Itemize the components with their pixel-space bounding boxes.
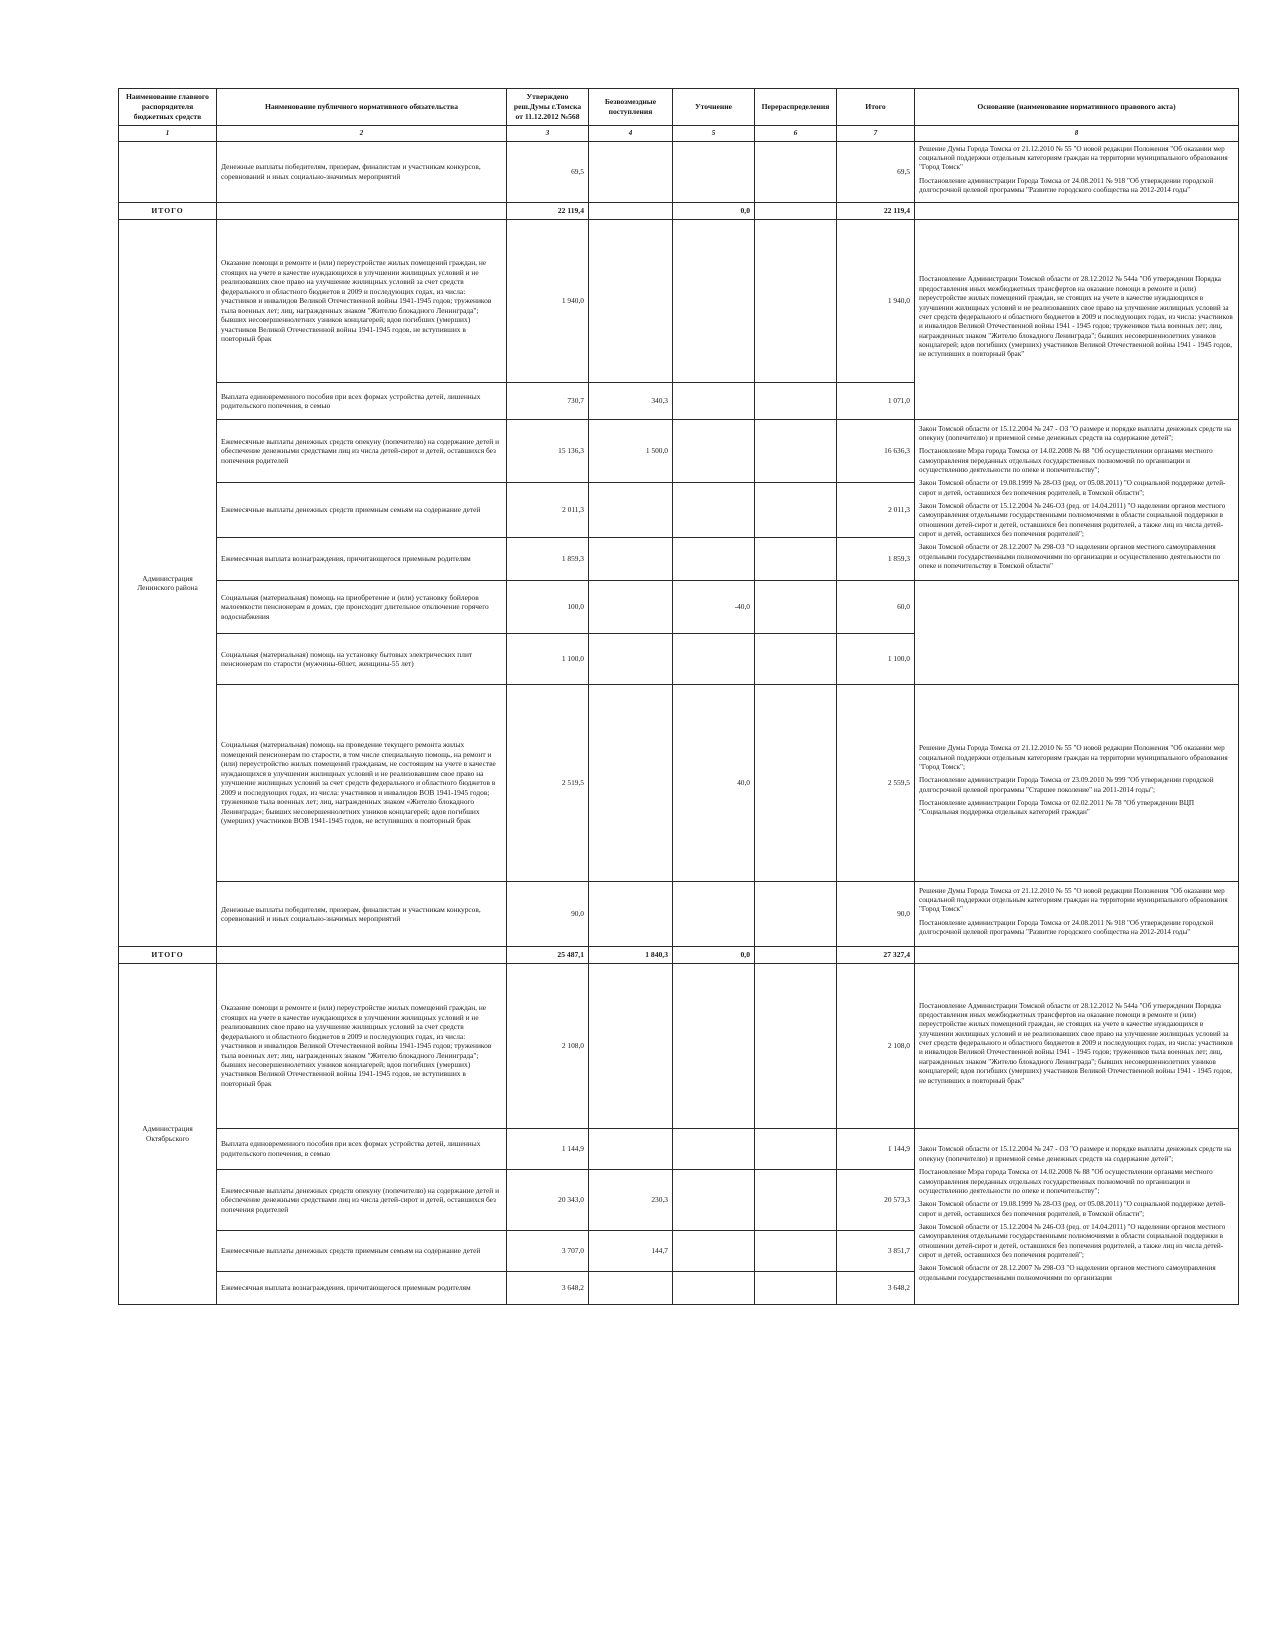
row-approved: 100,0: [507, 581, 589, 634]
row-total: 16 636,3: [837, 420, 915, 483]
row-approved: 1 859,3: [507, 538, 589, 581]
basis-paragraph: Закон Томской области от 15.12.2004 № 247 - ОЗ "О размере и порядке выплаты денежных средств на опекуну (попечителю) и приемной семье денежных средств на содержание детей";: [919, 424, 1232, 442]
basis-paragraph: Постановление Мэра города Томска от 14.02.2008 № 88 "Об осуществлении органами местного самоуправления переданных отдельных государственных полномочий по организации и осуществлению деятельности по опеке и попечительству";: [919, 447, 1213, 474]
basis-paragraph: Постановление Мэра города Томска от 14.02.2008 № 88 "Об осуществлении органами местного самоуправления переданных отдельных государственных полномочий по организации и осуществлению деятельности по опеке и попечительству";: [919, 1168, 1213, 1195]
total-row: [119, 947, 1239, 964]
row-redistribution: [755, 1169, 837, 1230]
colnum-6: 6: [755, 125, 837, 141]
row-obligation: Ежемесячные выплаты денежных средств опекуну (попечителю) на содержание детей и обеспечение денежными средствами лиц из числа детей-сирот и детей, оставшихся без попечения родителей: [217, 420, 507, 483]
row-gratuitous: 144,7: [589, 1230, 673, 1271]
row-gratuitous: 230,3: [589, 1169, 673, 1230]
basis-paragraph: Закон Томской области от 15.12.2004 № 246-ОЗ (ред. от 14.04.2011) "О наделении органов местного самоуправления отдельными государственными полномочиями в области социальной поддержки в отношении детей-сирот и детей, оставшихся без попечения родителей, а также лиц из числа детей-сирот и детей, оставшихся без попечения родителей";: [919, 502, 1226, 539]
row-obligation: Денежные выплаты победителям, призерам, финалистам и участникам конкурсов, соревнований и иных социально-значимых мероприятий: [217, 882, 507, 947]
basis-paragraph: Постановление администрации Города Томска от 24.08.2011 № 918 "Об утверждении городской долгосрочной целевой программы "Развитие городского сообщества на 2012-2014 годы": [919, 918, 1214, 937]
row-adjustment: [673, 538, 755, 581]
row-total: 1 940,0: [837, 220, 915, 383]
row-redistribution: [755, 963, 837, 1128]
row-adjustment: 40,0: [673, 685, 755, 882]
row-obligation: Социальная (материальная) помощь на установку бытовых электрических плит пенсионерам по старости (мужчины-60лет, женщины-55 лет): [217, 634, 507, 685]
row-obligation: Денежные выплаты победителям, призерам, финалистам и участникам конкурсов, соревнований и иных социально-значимых мероприятий: [217, 141, 507, 203]
row-basis: [915, 685, 1239, 882]
row-redistribution: [755, 538, 837, 581]
row-owner-oktyabrsky: [119, 963, 217, 1304]
basis-paragraph: Закон Томской области от 19.08.1999 № 28-ОЗ (ред. от 05.08.2011) "О социальной поддержке детей-сирот и детей, оставшихся без попечения родителей, в Томской области";: [919, 1200, 1226, 1218]
colnum-2: 2: [217, 125, 507, 141]
row-basis-empty: [915, 581, 1239, 685]
row-basis: [915, 141, 1239, 203]
header-basis: Основание (наименование нормативного правового акта): [915, 89, 1239, 126]
row-total: 69,5: [837, 141, 915, 203]
row-adjustment: [673, 141, 755, 203]
row-approved: 90,0: [507, 882, 589, 947]
colnum-3: 3: [507, 125, 589, 141]
colnum-4: 4: [589, 125, 673, 141]
table-row: [119, 141, 1239, 203]
row-total: 60,0: [837, 581, 915, 634]
table-row: [119, 685, 1239, 882]
header-total: Итого: [837, 89, 915, 126]
basis-paragraph: Постановление Администрации Томской области от 28.12.2012 № 544а "Об утверждении Порядка предоставления иных межбюджетных трансфертов на оказание помощи в ремонте и (или) переустройстве жилых помещений граждан, не стоящих на учете в качестве нуждающихся в улучшении жилищных условий и не реализовавших свое право на улучшение жилищных условий за счет средств федерального и областного бюджетов в 2009 и последующих годах, из числа: участников и инвалидов Великой Отечественной войны 1941 - 1945 годов; тружеников тыла военных лет; лиц, награжденных знаком "Жителю блокадного Ленинграда"; бывших несовершеннолетних узников концлагерей; вдов погибших (умерших) участников Великой Отечественной войны 1941 - 1945 годов, не вступивших в повторный брак": [919, 275, 1233, 359]
row-owner: [119, 141, 217, 203]
row-adjustment: [673, 1169, 755, 1230]
row-obligation: Выплата единовременного пособия при всех формах устройства детей, лишенных родительского попечения, в семью: [217, 383, 507, 420]
row-approved: 2 011,3: [507, 483, 589, 538]
basis-paragraph: Закон Томской области от 15.12.2004 № 246-ОЗ (ред. от 14.04.2011) "О наделении органов местного самоуправления отдельными государственными полномочиями в области социальной поддержки в отношении детей-сирот и детей, оставшихся без попечения родителей, а также лиц из числа детей-сирот и детей, оставшихся без попечения родителей";: [919, 1222, 1226, 1260]
row-gratuitous: [589, 1128, 673, 1169]
basis-paragraph: Закон Томской области от 15.12.2004 № 247 - ОЗ "О размере и порядке выплаты денежных средств на опекуну (попечителю) и приемной семье денежных средств на содержание детей";: [919, 1145, 1232, 1163]
row-obligation: Выплата единовременного пособия при всех формах устройства детей, лишенных родительского попечения, в семью: [217, 1128, 507, 1169]
row-total: 2 011,3: [837, 483, 915, 538]
row-approved: 730,7: [507, 383, 589, 420]
colnum-7: 7: [837, 125, 915, 141]
total-redistribution: [755, 947, 837, 964]
row-total: 1 144,9: [837, 1128, 915, 1169]
total-sum: 22 119,4: [837, 203, 915, 220]
row-total: 1 100,0: [837, 634, 915, 685]
header-adjustment: Уточнение: [673, 89, 755, 126]
row-approved: 15 136,3: [507, 420, 589, 483]
row-adjustment: [673, 220, 755, 383]
header-approved: Утверждено реш.Думы г.Томска от 11.12.2012 №568: [507, 89, 589, 126]
total-adjustment: 0,0: [673, 203, 755, 220]
basis-paragraph: Решение Думы Города Томска от 21.12.2010 № 55 "О новой редакции Положения "Об оказании мер социальной поддержки отдельным категориям граждан на территории муниципального образования "Город Томск";: [919, 744, 1228, 771]
table-row: [119, 581, 1239, 634]
row-obligation: Ежемесячные выплаты денежных средств приемным семьям на содержание детей: [217, 483, 507, 538]
row-basis: [915, 220, 1239, 420]
row-approved: 1 144,9: [507, 1128, 589, 1169]
row-redistribution: [755, 420, 837, 483]
basis-paragraph: Закон Томской области от 28.12.2007 № 298-ОЗ "О наделении органов местного самоуправления отдельными государственными полномочиями по организации и осуществлению деятельности по опеке и попечительству в Томской области": [919, 543, 1221, 571]
row-gratuitous: [589, 685, 673, 882]
row-gratuitous: [589, 220, 673, 383]
row-total: 3 851,7: [837, 1230, 915, 1271]
row-gratuitous: [589, 634, 673, 685]
total-gratuitous: 1 840,3: [589, 947, 673, 964]
total-empty-desc: [217, 947, 507, 964]
total-redistribution: [755, 203, 837, 220]
total-empty-basis: [915, 203, 1239, 220]
colnum-1: 1: [119, 125, 217, 141]
row-redistribution: [755, 685, 837, 882]
row-adjustment: [673, 963, 755, 1128]
row-gratuitous: [589, 963, 673, 1128]
basis-paragraph: Решение Думы Города Томска от 21.12.2010 № 55 "О новой редакции Положения "Об оказании мер социальной поддержки отдельным категориям граждан на территории муниципального образования "Город Томск": [919, 144, 1228, 172]
row-obligation: Ежемесячная выплата вознаграждения, причитающегося приемным родителям: [217, 538, 507, 581]
colnum-8: 8: [915, 125, 1239, 141]
header-obligation: Наименование публичного нормативного обязательства: [217, 89, 507, 126]
row-total: 2 559,5: [837, 685, 915, 882]
total-label: ИТОГО: [119, 947, 217, 964]
basis-paragraph: Постановление Администрации Томской области от 28.12.2012 № 544а "Об утверждении Порядка предоставления иных межбюджетных трансфертов на оказание помощи в ремонте и (или) переустройстве жилых помещений граждан, не стоящих на учете в качестве нуждающихся в улучшении жилищных условий и не реализовавших свое право на улучшение жилищных условий за счет средств федерального и областного бюджетов в 2009 и последующих годах, из числа: участников и инвалидов Великой Отечественной войны 1941 - 1945 годов; тружеников тыла военных лет; лиц, награжденных знаком "Жителю блокадного Ленинграда"; бывших несовершеннолетних узников концлагерей; вдов погибших (умерших) участников Великой Отечественной войны 1941 - 1945 годов, не вступивших в повторный брак": [919, 1001, 1233, 1085]
row-adjustment: -40,0: [673, 581, 755, 634]
table-row: [119, 1128, 1239, 1169]
basis-paragraph: Закон Томской области от 19.08.1999 № 28-ОЗ (ред. от 05.08.2011) "О социальной поддержке детей-сирот и детей, оставшихся без попечения родителей, в Томской области";: [919, 479, 1226, 497]
total-gratuitous: [589, 203, 673, 220]
row-adjustment: [673, 1271, 755, 1304]
row-gratuitous: [589, 882, 673, 947]
row-gratuitous: [589, 1271, 673, 1304]
row-obligation: Социальная (материальная) помощь на приобретение и (или) установку бойлеров малоемкости пенсионерам в домах, где происходит длительное отключение горячего водоснабжения: [217, 581, 507, 634]
basis-paragraph: Постановление администрации Города Томска от 02.02.2011 № 78 "Об утверждении ВЦП "Социальная поддержка отдельных категорий граждан": [919, 799, 1195, 817]
row-obligation: Ежемесячные выплаты денежных средств приемным семьям на содержание детей: [217, 1230, 507, 1271]
table-row: [119, 420, 1239, 483]
row-owner-leninsky: Администрация Ленинского района: [119, 220, 217, 947]
row-basis: [915, 1128, 1239, 1304]
row-redistribution: [755, 634, 837, 685]
row-approved: 20 343,0: [507, 1169, 589, 1230]
colnum-5: 5: [673, 125, 755, 141]
row-total: 20 573,3: [837, 1169, 915, 1230]
row-obligation: Ежемесячные выплаты денежных средств опекуну (попечителю) на содержание детей и обеспечение денежными средствами лиц из числа детей-сирот и детей, оставшихся без попечения родителей: [217, 1169, 507, 1230]
row-redistribution: [755, 1271, 837, 1304]
total-empty-basis: [915, 947, 1239, 964]
row-redistribution: [755, 1128, 837, 1169]
row-redistribution: [755, 581, 837, 634]
row-obligation: Оказание помощи в ремонте и (или) переустройстве жилых помещений граждан, не стоящих на учете в качестве нуждающихся в улучшении жилищных условий и не реализовавших свое право на улучшение жилищных условий за счет средств федерального и областного бюджетов в 2009 и последующих годах, из числа: участников и инвалидов Великой Отечественной войны 1941-1945 годов; тружеников тыла военных лет; лиц, награжденных знаком "Жителю блокадного Ленинграда"; бывших несовершеннолетних узников концлагерей; вдов погибших (умерших) участников Великой Отечественной войны 1941-1945 годов, не вступивших в повторный брак: [217, 963, 507, 1128]
table-header-row: [119, 89, 1239, 126]
row-adjustment: [673, 634, 755, 685]
row-approved: 3 707,0: [507, 1230, 589, 1271]
row-adjustment: [673, 383, 755, 420]
row-gratuitous: [589, 483, 673, 538]
row-adjustment: [673, 1128, 755, 1169]
row-total: 1 071,0: [837, 383, 915, 420]
total-row: [119, 203, 1239, 220]
table-row: [119, 882, 1239, 947]
row-gratuitous: [589, 538, 673, 581]
header-redistribution: Перераспределения: [755, 89, 837, 126]
row-approved: 1 100,0: [507, 634, 589, 685]
total-approved: 22 119,4: [507, 203, 589, 220]
row-obligation: Оказание помощи в ремонте и (или) переустройстве жилых помещений граждан, не стоящих на учете в качестве нуждающихся в улучшении жилищных условий и не реализовавших свое право на улучшение жилищных условий за счет средств федерального и областного бюджетов в 2009 и последующих годах, из числа: участников и инвалидов Великой Отечественной войны 1941-1945 годов; тружеников тыла военных лет; лиц, награжденных знаком "Жителю блокадного Ленинграда"; бывших несовершеннолетних узников концлагерей; вдов погибших (умерших) участников Великой Отечественной войны 1941-1945 годов, не вступивших в повторный брак: [217, 220, 507, 383]
row-obligation: Ежемесячная выплата вознаграждения, причитающегося приемным родителям: [217, 1271, 507, 1304]
row-redistribution: [755, 383, 837, 420]
row-gratuitous: [589, 581, 673, 634]
row-gratuitous: 1 500,0: [589, 420, 673, 483]
row-total: 2 108,0: [837, 963, 915, 1128]
row-approved: 2 519,5: [507, 685, 589, 882]
row-adjustment: [673, 420, 755, 483]
row-total: 3 648,2: [837, 1271, 915, 1304]
table-row: [119, 963, 1239, 1128]
table-row: [119, 220, 1239, 383]
budget-table: [118, 88, 1239, 1305]
header-gratuitous: Безвозмездные поступления: [589, 89, 673, 126]
row-adjustment: [673, 882, 755, 947]
row-redistribution: [755, 882, 837, 947]
row-redistribution: [755, 220, 837, 383]
row-approved: 69,5: [507, 141, 589, 203]
row-redistribution: [755, 1230, 837, 1271]
row-redistribution: [755, 141, 837, 203]
row-gratuitous: 340,3: [589, 383, 673, 420]
row-gratuitous: [589, 141, 673, 203]
table-column-numbers-row: [119, 125, 1239, 141]
basis-paragraph: Постановление администрации Города Томска от 23.09.2010 № 999 "Об утверждении городской долгосрочной целевой программы "Старшее поколение" на 2011-2014 годы";: [919, 776, 1214, 794]
row-basis: [915, 963, 1239, 1128]
row-basis: [915, 420, 1239, 581]
row-total: 90,0: [837, 882, 915, 947]
header-owner: Наименование главного распорядителя бюджетных средств: [119, 89, 217, 126]
row-basis: [915, 882, 1239, 947]
row-obligation: Социальная (материальная) помощь на проведение текущего ремонта жилых помещений пенсионерам по старости, в том числе специальную помощь, на ремонт и (или) переустройство жилых помещений гражданам, не состоящим на учете в качестве нуждающихся в улучшении жилищных условий и не реализовавшим свое право на улучшение жилищных условий за счет средств федерального и областного бюджетов в 2009 и последующих годах, из числа: участников и инвалидов ВОВ 1941-1945 годов; тружеников тыла военных лет; лиц, награжденных знаком «Жителю блокадного Ленинграда»; бывших несовершеннолетних узников концлагерей; вдов погибших (умерших) участников ВОВ 1941-1945 годов, не вступивших в повторный брак: [217, 685, 507, 882]
row-approved: 3 648,2: [507, 1271, 589, 1304]
total-adjustment: 0,0: [673, 947, 755, 964]
row-redistribution: [755, 483, 837, 538]
row-adjustment: [673, 1230, 755, 1271]
owner-label: Администрация Октябрьского: [142, 1124, 193, 1143]
total-sum: 27 327,4: [837, 947, 915, 964]
total-empty-desc: [217, 203, 507, 220]
basis-paragraph: Постановление администрации Города Томска от 24.08.2011 № 918 "Об утверждении городской долгосрочной целевой программы "Развитие городского сообщества на 2012-2014 годы": [919, 176, 1214, 194]
total-label: ИТОГО: [119, 203, 217, 220]
basis-paragraph: Решение Думы Города Томска от 21.12.2010 № 55 "О новой редакции Положения "Об оказании мер социальной поддержки отдельным категориям граждан на территории муниципального образования "Город Томск": [919, 886, 1228, 914]
row-adjustment: [673, 483, 755, 538]
total-approved: 25 487,1: [507, 947, 589, 964]
basis-paragraph: Закон Томской области от 28.12.2007 № 298-ОЗ "О наделении органов местного самоуправления отдельными государственными полномочиями по организации: [919, 1264, 1216, 1282]
row-approved: 2 108,0: [507, 963, 589, 1128]
row-approved: 1 940,0: [507, 220, 589, 383]
row-total: 1 859,3: [837, 538, 915, 581]
